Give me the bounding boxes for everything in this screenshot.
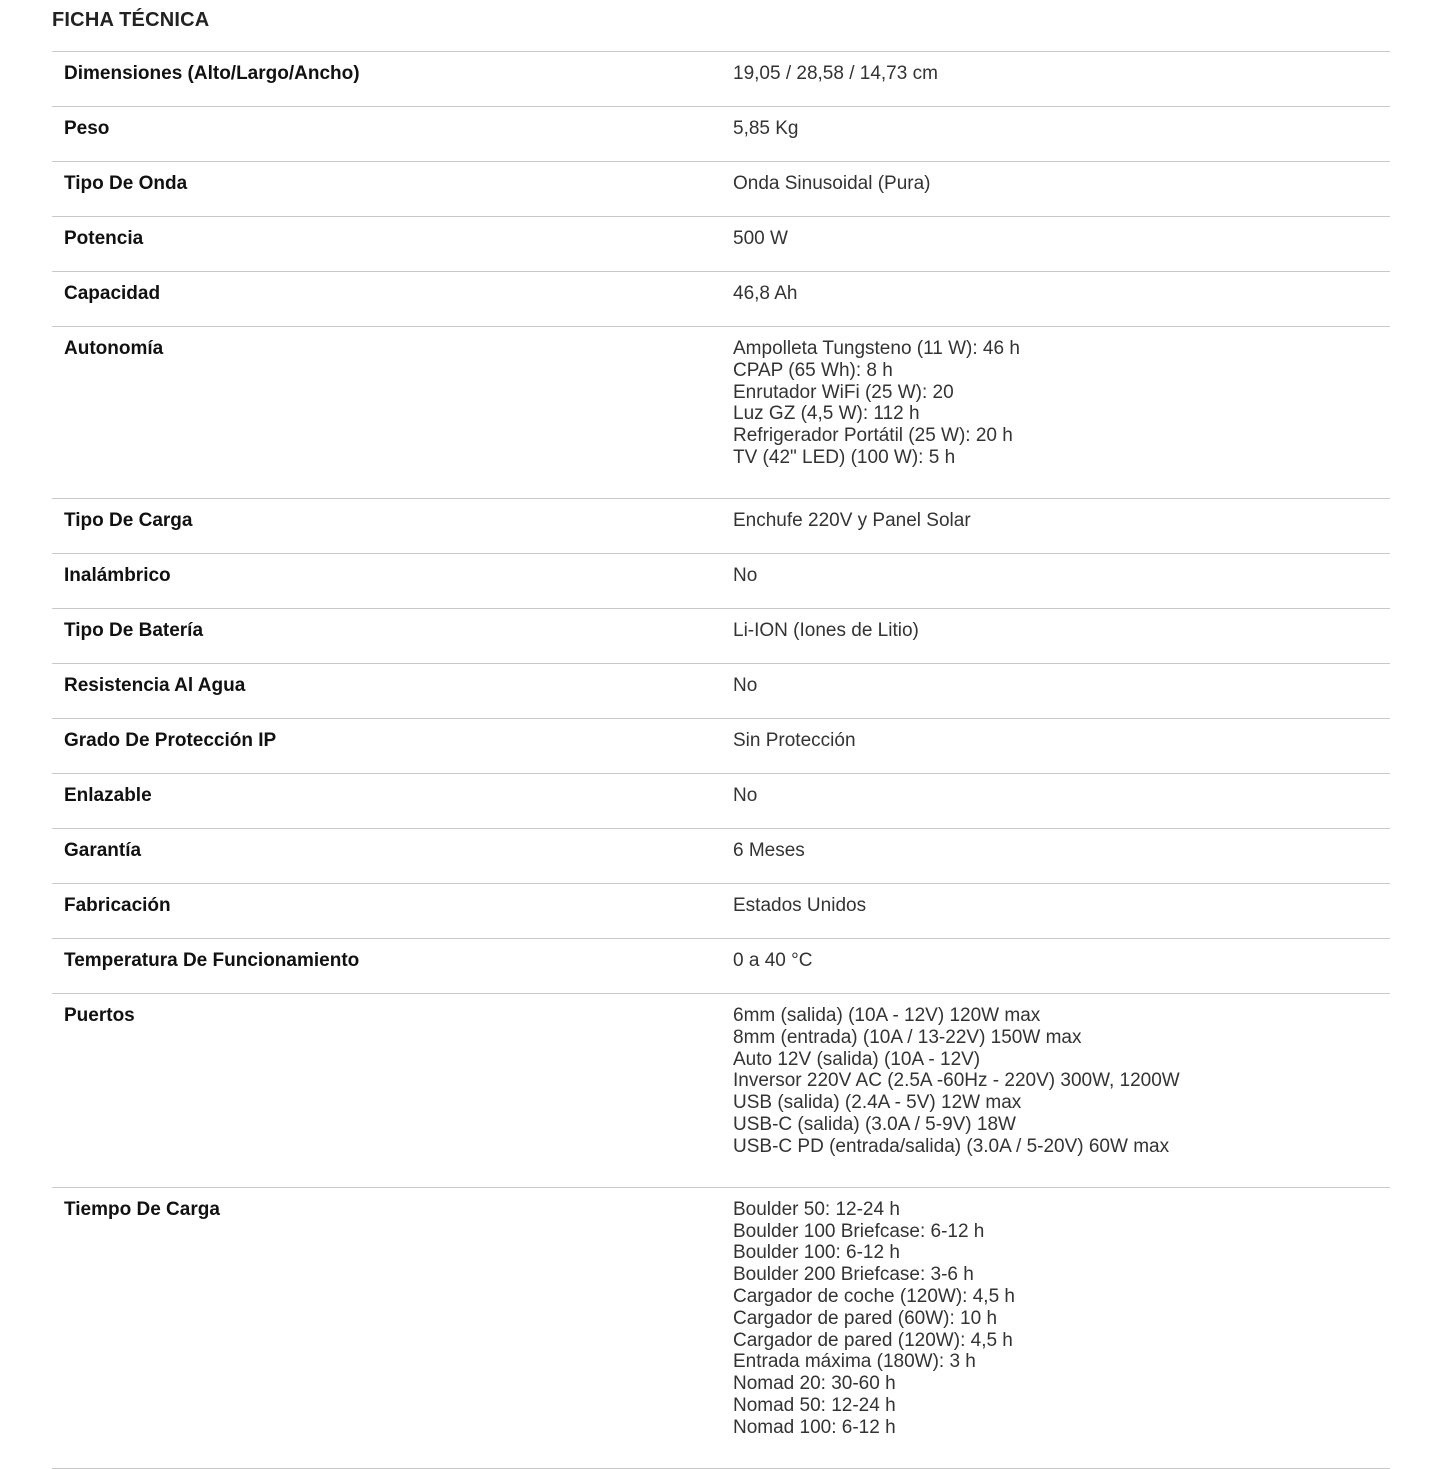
spec-value-line: Ampolleta Tungsteno (11 W): 46 h bbox=[733, 338, 1020, 359]
spec-row bbox=[52, 162, 1390, 217]
spec-value-line: CPAP (65 Wh): 8 h bbox=[733, 359, 893, 381]
spec-row bbox=[52, 609, 1390, 664]
spec-value bbox=[721, 52, 1390, 106]
spec-value-line: 5,85 Kg bbox=[733, 118, 799, 139]
spec-value-line: Enrutador WiFi (25 W): 20 bbox=[733, 381, 954, 403]
spec-row bbox=[52, 719, 1390, 774]
spec-value-line: Boulder 50: 12-24 h bbox=[733, 1198, 900, 1220]
spec-label: Enlazable bbox=[64, 785, 152, 806]
spec-value-line: Boulder 100 Briefcase: 6-12 h bbox=[733, 1220, 985, 1242]
spec-label: Resistencia Al Agua bbox=[64, 675, 246, 696]
spec-row bbox=[52, 774, 1390, 829]
spec-value-line: Cargador de coche (120W): 4,5 h bbox=[733, 1285, 1015, 1307]
spec-value bbox=[721, 107, 1390, 161]
spec-value-line: Nomad 20: 30-60 h bbox=[733, 1373, 896, 1395]
spec-row bbox=[52, 107, 1390, 162]
spec-label: Dimensiones (Alto/Largo/Ancho) bbox=[64, 63, 360, 84]
spec-value-line: 46,8 Ah bbox=[733, 283, 798, 304]
spec-value-line: 0 a 40 °C bbox=[733, 950, 813, 971]
spec-value-line: Nomad 50: 12-24 h bbox=[733, 1394, 896, 1416]
spec-row bbox=[52, 884, 1390, 939]
spec-row bbox=[52, 939, 1390, 994]
spec-value-line: Nomad 100: 6-12 h bbox=[733, 1416, 896, 1438]
spec-value-line: Onda Sinusoidal (Pura) bbox=[733, 173, 931, 194]
spec-label: Grado De Protección IP bbox=[64, 730, 277, 751]
spec-label: Potencia bbox=[64, 228, 144, 249]
spec-row bbox=[52, 1188, 1390, 1469]
spec-label: Garantía bbox=[64, 840, 142, 861]
spec-value bbox=[721, 609, 1390, 663]
spec-value bbox=[721, 162, 1390, 216]
spec-label: Inalámbrico bbox=[64, 565, 171, 586]
spec-label: Temperatura De Funcionamiento bbox=[64, 950, 360, 971]
spec-value-line: 6 Meses bbox=[733, 840, 805, 861]
spec-value-line: No bbox=[733, 565, 758, 586]
spec-row bbox=[52, 272, 1390, 327]
spec-row bbox=[52, 994, 1390, 1188]
section-title: FICHA TÉCNICA bbox=[52, 9, 210, 31]
spec-label: Capacidad bbox=[64, 283, 161, 304]
spec-value-line: USB-C PD (entrada/salida) (3.0A / 5-20V) 60W max bbox=[733, 1135, 1170, 1157]
spec-value-line: 8mm (entrada) (10A / 13-22V) 150W max bbox=[733, 1026, 1082, 1048]
spec-row bbox=[52, 499, 1390, 554]
spec-value-line: Entrada máxima (180W): 3 h bbox=[733, 1351, 976, 1373]
spec-value-line: 6mm (salida) (10A - 12V) 120W max bbox=[733, 1005, 1041, 1026]
spec-label: Tipo De Batería bbox=[64, 620, 204, 641]
spec-value-line: Inversor 220V AC (2.5A -60Hz - 220V) 300W, 1200W bbox=[733, 1070, 1180, 1092]
spec-value bbox=[721, 217, 1390, 271]
spec-value-line: No bbox=[733, 785, 758, 806]
spec-value bbox=[721, 499, 1390, 553]
spec-label: Tiempo De Carga bbox=[64, 1198, 220, 1220]
spec-value-line: Cargador de pared (120W): 4,5 h bbox=[733, 1329, 1013, 1351]
spec-value-line: Estados Unidos bbox=[733, 895, 867, 916]
spec-value-line: Sin Protección bbox=[733, 730, 856, 751]
spec-value-line: Luz GZ (4,5 W): 112 h bbox=[733, 403, 920, 425]
spec-value-line: TV (42" LED) (100 W): 5 h bbox=[733, 446, 956, 468]
spec-value-line: 19,05 / 28,58 / 14,73 cm bbox=[733, 63, 938, 84]
spec-label: Tipo De Onda bbox=[64, 173, 188, 194]
spec-value bbox=[721, 1188, 1390, 1468]
spec-value bbox=[721, 774, 1390, 828]
spec-value-line: Boulder 200 Briefcase: 3-6 h bbox=[733, 1264, 974, 1286]
spec-value bbox=[721, 554, 1390, 608]
spec-value-line: Enchufe 220V y Panel Solar bbox=[733, 510, 971, 531]
spec-row bbox=[52, 327, 1390, 499]
spec-value bbox=[721, 664, 1390, 718]
spec-row bbox=[52, 217, 1390, 272]
spec-label: Autonomía bbox=[64, 338, 164, 359]
spec-label: Peso bbox=[64, 118, 110, 139]
spec-value-line: USB (salida) (2.4A - 5V) 12W max bbox=[733, 1092, 1022, 1114]
spec-label: Tipo De Carga bbox=[64, 510, 193, 531]
spec-value-line: No bbox=[733, 675, 758, 696]
spec-value-line: Boulder 100: 6-12 h bbox=[733, 1242, 900, 1264]
spec-value bbox=[721, 939, 1390, 993]
spec-sheet bbox=[52, 0, 1390, 1469]
spec-row bbox=[52, 52, 1390, 107]
spec-table bbox=[52, 51, 1390, 1469]
spec-value bbox=[721, 994, 1390, 1187]
spec-value-line: USB-C (salida) (3.0A / 5-9V) 18W bbox=[733, 1113, 1016, 1135]
spec-value-line: 500 W bbox=[733, 228, 788, 249]
spec-value bbox=[721, 719, 1390, 773]
spec-label: Fabricación bbox=[64, 895, 171, 916]
spec-value bbox=[721, 327, 1390, 498]
spec-value bbox=[721, 829, 1390, 883]
spec-value-line: Li-ION (Iones de Litio) bbox=[733, 620, 919, 641]
spec-value bbox=[721, 272, 1390, 326]
spec-value-line: Cargador de pared (60W): 10 h bbox=[733, 1307, 998, 1329]
spec-value-line: Auto 12V (salida) (10A - 12V) bbox=[733, 1048, 981, 1070]
spec-row bbox=[52, 664, 1390, 719]
spec-value-line: Refrigerador Portátil (25 W): 20 h bbox=[733, 425, 1013, 447]
spec-row bbox=[52, 829, 1390, 884]
spec-label: Puertos bbox=[64, 1005, 135, 1026]
spec-row bbox=[52, 554, 1390, 609]
spec-value bbox=[721, 884, 1390, 938]
